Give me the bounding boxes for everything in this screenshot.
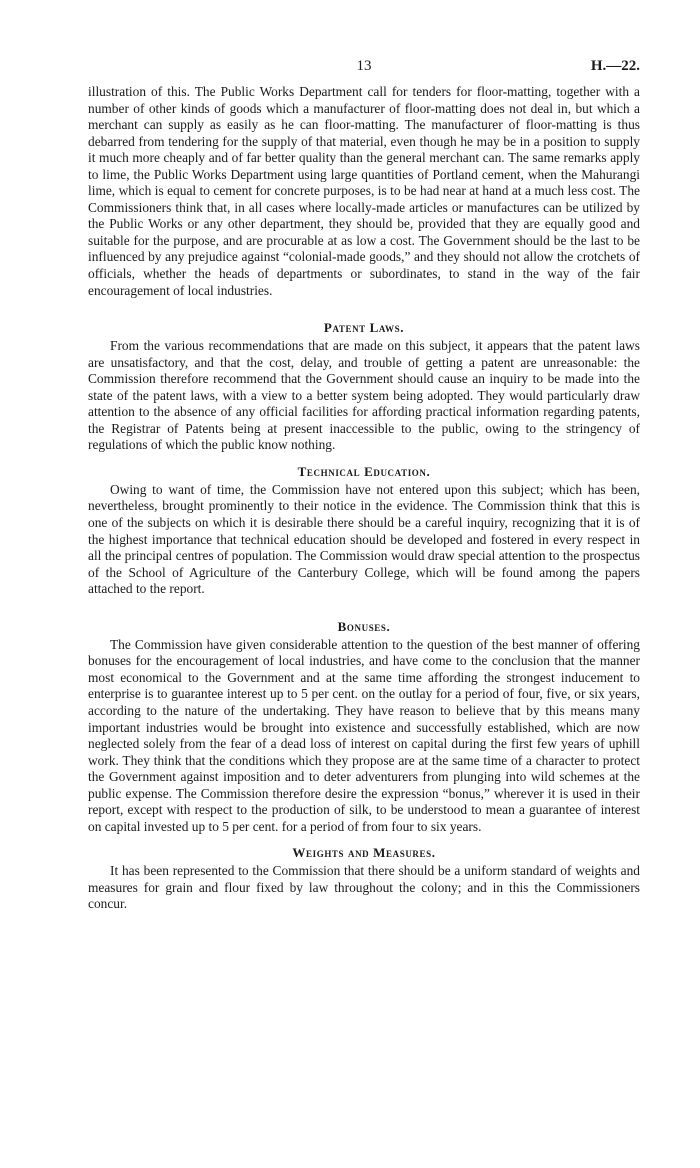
continuation-paragraph: illustration of this. The Public Works Department call for tenders for floor-matting, together with a number of other kinds of goods which a manufacturer of floor-matting does not deal in, but which a merchant can supply as easily as he can floor-matting. The manufacturer of floor-matting is thus debarred from tendering for the supply of that material, even though he may be in a position to supply it much more cheaply and of far better quality than the general merchant can. The same remarks apply to lime, the Public Works Department using large quantities of Portland cement, when the Mahurangi lime, which is equal to cement for concrete purposes, is to be had near at hand at a much less cost. The Commissioners think that, in all cases where locally-made articles or manufactures can be utilized by the Public Works or any other department, they should be, provided that they are equally good and suitable for the purpose, and are procurable at as low a cost. The Government should be the last to be influenced by any prejudice against “colonial-made goods,” and they should not allow the crotchets of officials, whether the heads of departments or subordinates, to stand in the way of the fair encouragement of local industries.	[88, 84, 640, 298]
heading-patent-laws: Patent Laws.	[323, 320, 405, 336]
paragraph-weights-and-measures: It has been represented to the Commission that there should be a uniform standard of weights and measures for grain and flour fixed by law throughout the colony; and in this the Commissioners concur.	[88, 863, 640, 912]
paragraph-technical-education: Owing to want of time, the Commission have not entered upon this subject; which has been, nevertheless, brought prominently to their notice in the evidence. The Commission think that this is one of the subjects on which it is desirable there should be a careful inquiry, recognizing that it is of the highest importance that technical education should be developed and fostered in every respect in all the principal centres of population. The Commission would draw special attention to the prospectus of the School of Agriculture of the Canterbury College, which will be found among the papers attached to the report.	[88, 481, 640, 597]
document-page	[88, 58, 640, 913]
document-reference: H.—22.	[590, 58, 640, 74]
page-number: 13	[356, 58, 372, 74]
paragraph-bonuses: The Commission have given considerable attention to the question of the best manner of offering bonuses for the encouragement of local industries, and have come to the conclusion that the manner most economical to the Government and at the same time affording the strongest inducement to enterprise is to guarantee interest up to 5 per cent. on the outlay for a period of four, five, or six years, according to the nature of the undertaking. They have reason to believe that by this means many important industries would be brought into existence and successfully established, which are now neglected solely from the fear of a dead loss of interest on capital during the first few years of uphill work. They think that the conditions which they propose are at the same time of a character to protect the Government against imposition and to deter adventurers from plunging into wild schemes at the public expense. The Commission therefore desire the expression “bonus,” wherever it is used in their report, except with respect to the production of silk, to be understood to mean a guarantee of interest on capital invested up to 5 per cent. for a period of from four to six years.	[88, 636, 640, 834]
running-header	[88, 58, 640, 84]
heading-bonuses: Bonuses.	[337, 618, 391, 634]
heading-weights-and-measures: Weights and Measures.	[292, 845, 436, 861]
heading-technical-education: Technical Education.	[297, 463, 431, 479]
paragraph-patent-laws: From the various recommendations that are made on this subject, it appears that the patent laws are unsatisfactory, and that the cost, delay, and trouble of getting a patent are unreasonable: the Commission therefore recommend that the Government should cause an inquiry to be made into the state of the patent laws, with a view to a better system being adopted. They would particularly draw attention to the absence of any official facilities for affording practical information regarding patents, the Registrar of Patents being at present inaccessible to the public, owing to the stringency of regulations of which the public know nothing.	[88, 338, 640, 453]
